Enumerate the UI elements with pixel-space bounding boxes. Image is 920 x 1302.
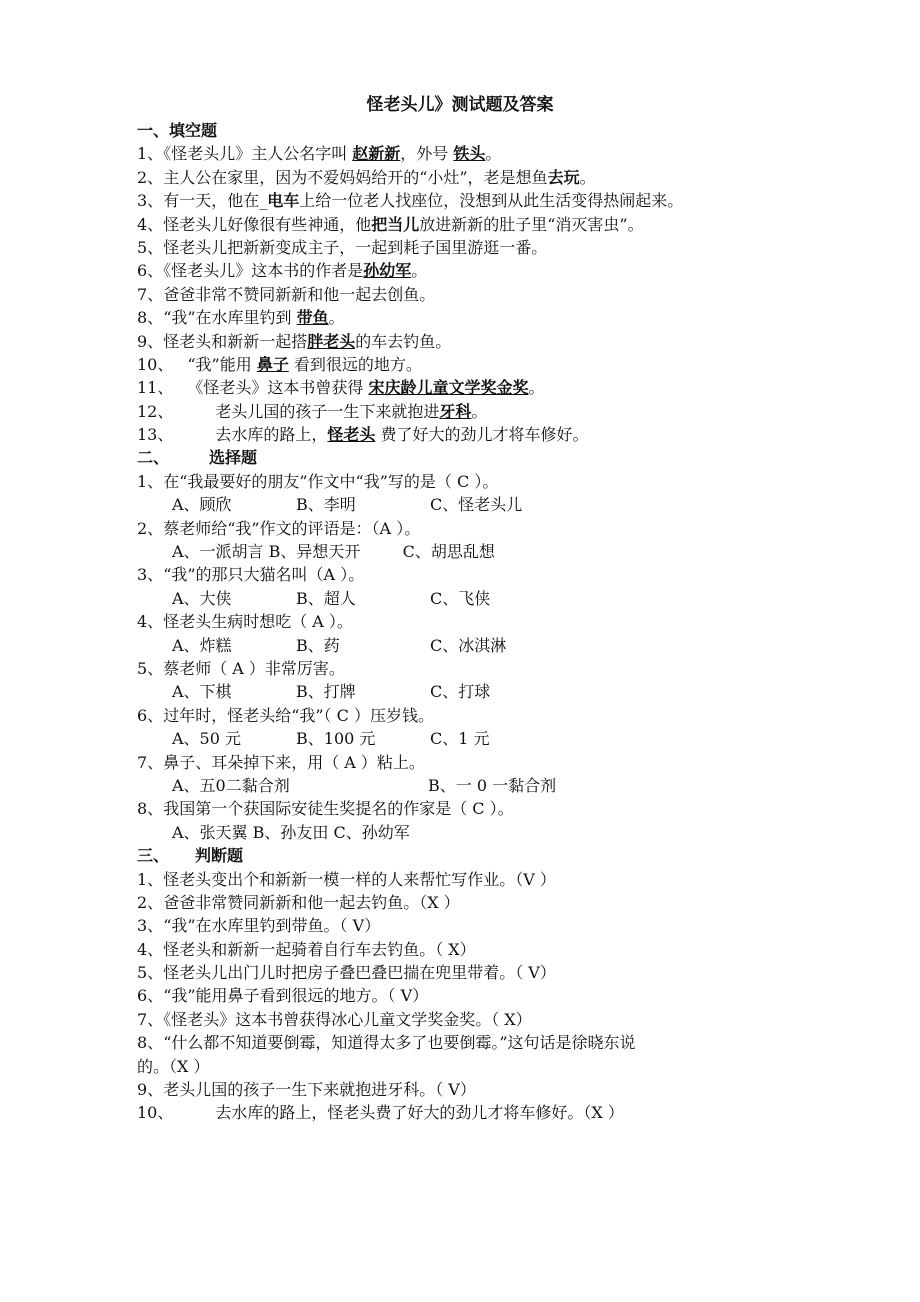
- question-number: 9、: [137, 1080, 164, 1100]
- answer: 赵新新: [352, 144, 401, 164]
- option: C、胡思乱想: [402, 542, 495, 562]
- question-number: 9、: [137, 331, 164, 351]
- section-heading-multiple-choice: 二、 选择题: [137, 448, 258, 468]
- answer: 带鱼: [296, 308, 329, 328]
- judge-q8-continued: 的。（X ）: [137, 1056, 210, 1076]
- question-number: 1、: [137, 471, 164, 491]
- choice-q3-options: [137, 587, 857, 610]
- choice-q3: 3、“我”的那只大猫名叫（A ）。: [137, 565, 365, 585]
- option: B、打牌: [296, 682, 356, 702]
- choice-q7: 7、鼻子、耳朵掉下来，用（ A ）粘上。: [137, 752, 425, 772]
- fill-blank-q12: 12、 老头儿国的孩子一生下来就抱进牙科。: [137, 401, 488, 421]
- option: C、打球: [430, 682, 491, 702]
- fill-blank-q13: 13、 去水库的路上，怪老头 费了好大的劲儿才将车修好。: [137, 425, 589, 445]
- judge-q3: 3、“我”在水库里钓到带鱼。（ V）: [137, 916, 381, 936]
- option: C、1 元: [430, 729, 490, 749]
- page-title: 怪老头儿》测试题及答案: [366, 95, 554, 115]
- question-number: 5、: [137, 963, 164, 983]
- question-number: 8、: [137, 1033, 164, 1053]
- question-number: 4、: [137, 214, 164, 234]
- fill-blank-q5: 5、怪老头儿把新新变成主子，一起到耗子国里游逛一番。: [137, 237, 548, 257]
- fill-blank-q7: 7、爸爸非常不赞同新新和他一起去创鱼。: [137, 284, 436, 304]
- question-number: 1、: [137, 144, 164, 164]
- option: A、顾欣: [172, 495, 232, 515]
- answer: 电车: [267, 191, 300, 211]
- choice-q5: 5、蔡老师（ A ）非常厉害。: [137, 658, 345, 678]
- fill-blank-q9: 9、怪老头和新新一起搭胖老头的车去钓鱼。: [137, 331, 452, 351]
- choice-q4: 4、怪老头生病时想吃（ A ）。: [137, 612, 353, 632]
- option: A、一派胡言: [172, 542, 264, 562]
- question-number: 6、: [137, 986, 164, 1006]
- fill-blank-q8: 8、“我”在水库里钓到 带鱼。: [137, 308, 345, 328]
- answer: 铁头: [453, 144, 486, 164]
- judge-q9: 9、老头儿国的孩子一生下来就抱进牙科。（ V）: [137, 1080, 476, 1100]
- answer: 怪老头: [327, 425, 376, 445]
- judge-q5: 5、怪老头儿出门儿时把房子叠巴叠巴揣在兜里带着。（ V）: [137, 963, 556, 983]
- question-number: 10、: [137, 1103, 174, 1123]
- judge-q6: 6、“我”能用鼻子看到很远的地方。（ V）: [137, 986, 429, 1006]
- choice-q6-options: [137, 727, 857, 750]
- question-number: 11、: [137, 378, 174, 398]
- choice-q2-options: [137, 540, 857, 563]
- question-number: 8、: [137, 308, 164, 328]
- option: C、怪老头儿: [430, 495, 523, 515]
- judge-q10: 10、 去水库的路上，怪老头费了好大的劲儿才将车修好。（X ）: [137, 1103, 624, 1123]
- choice-q8: 8、我国第一个获国际安徒生奖提名的作家是（ C ）。: [137, 799, 514, 819]
- judge-q2: 2、爸爸非常赞同新新和他一起去钓鱼。（X ）: [137, 892, 460, 912]
- answer: 把当儿: [371, 214, 420, 234]
- question-number: 6、: [137, 705, 164, 725]
- answer: 去玩: [547, 167, 580, 187]
- option: A、炸糕: [172, 635, 232, 655]
- question-number: 13、: [137, 425, 174, 445]
- choice-q8-options: A、张天翼 B、孙友田 C、孙幼军: [172, 822, 410, 842]
- option: A、五0二黏合剂: [172, 775, 290, 795]
- option: B、一 0 一黏合剂: [428, 775, 557, 795]
- question-number: 12、: [137, 401, 174, 421]
- question-number: 2、: [137, 518, 164, 538]
- choice-q7-options: [137, 774, 857, 797]
- question-number: 7、: [137, 284, 164, 304]
- fill-blank-q10: 10、 “我”能用 鼻子 看到很远的地方。: [137, 354, 422, 374]
- option: C、冰淇淋: [430, 635, 507, 655]
- question-number: 5、: [137, 237, 164, 257]
- option: B、异想天开: [268, 542, 361, 562]
- choice-q1: 1、在“我最要好的朋友”作文中“我”写的是（ C ）。: [137, 471, 499, 491]
- question-number: 7、: [137, 1009, 164, 1029]
- question-number: 7、: [137, 752, 164, 772]
- answer: 宋庆龄儿童文学奖金奖: [368, 378, 529, 398]
- fill-blank-q11: 11、 《怪老头》这本书曾获得 宋庆龄儿童文学奖金奖。: [137, 378, 545, 398]
- choice-q5-options: [137, 680, 857, 703]
- option: B、药: [296, 635, 340, 655]
- choice-q6: 6、过年时，怪老头给“我”（ C ）压岁钱。: [137, 705, 434, 725]
- fill-blank-q6: 6、《怪老头儿》这本书的作者是孙幼军。: [137, 261, 428, 281]
- answer: 胖老头: [307, 331, 356, 351]
- option: A、大侠: [172, 588, 232, 608]
- question-number: 3、: [137, 916, 164, 936]
- fill-blank-q3: 3、有一天，他在_电车上给一位老人找座位，没想到从此生活变得热闹起来。: [137, 191, 684, 211]
- choice-q1-options: [137, 493, 857, 516]
- question-number: 3、: [137, 565, 164, 585]
- option: B、李明: [296, 495, 356, 515]
- answer: 鼻子: [256, 354, 289, 374]
- judge-q1: 1、怪老头变出个和新新一模一样的人来帮忙写作业。（V ）: [137, 869, 556, 889]
- choice-q2: 2、蔡老师给“我”作文的评语是：（A ）。: [137, 518, 421, 538]
- choice-q4-options: [137, 634, 857, 657]
- fill-blank-q4: 4、怪老头儿好像很有些神通，他把当儿放进新新的肚子里“消灭害虫”。: [137, 214, 644, 234]
- question-number: 2、: [137, 892, 164, 912]
- question-number: 10、: [137, 354, 174, 374]
- question-number: 4、: [137, 612, 164, 632]
- answer: 牙科: [439, 401, 472, 421]
- question-number: 2、: [137, 167, 164, 187]
- section-heading-fill-blank: 一、填空题: [137, 121, 218, 140]
- question-number: 5、: [137, 658, 164, 678]
- option: A、下棋: [172, 682, 232, 702]
- question-number: 6、: [137, 261, 164, 281]
- question-number: 4、: [137, 939, 164, 959]
- question-number: 3、: [137, 191, 164, 211]
- fill-blank-q1: 1、《怪老头儿》主人公名字叫 赵新新，外号 铁头。: [137, 144, 502, 164]
- section-heading-true-false: 三、 判断题: [137, 846, 244, 866]
- option: A、50 元: [172, 729, 242, 749]
- question-number: 1、: [137, 869, 164, 889]
- fill-blank-q2: 2、主人公在家里，因为不爱妈妈给开的“小灶”，老是想鱼去玩。: [137, 167, 596, 187]
- quiz-body: [137, 119, 857, 1125]
- option: B、超人: [296, 588, 356, 608]
- answer: 孙幼军: [363, 261, 412, 281]
- option: C、飞侠: [430, 588, 491, 608]
- judge-q8: 8、“什么都不知道要倒霉，知道得太多了也要倒霉。”这句话是徐晓东说: [137, 1033, 636, 1053]
- option: B、100 元: [296, 729, 376, 749]
- judge-q4: 4、怪老头和新新一起骑着自行车去钓鱼。（ X）: [137, 939, 476, 959]
- question-number: 8、: [137, 799, 164, 819]
- judge-q7: 7、《怪老头》这本书曾获得冰心儿童文学奖金奖。（ X）: [137, 1009, 532, 1029]
